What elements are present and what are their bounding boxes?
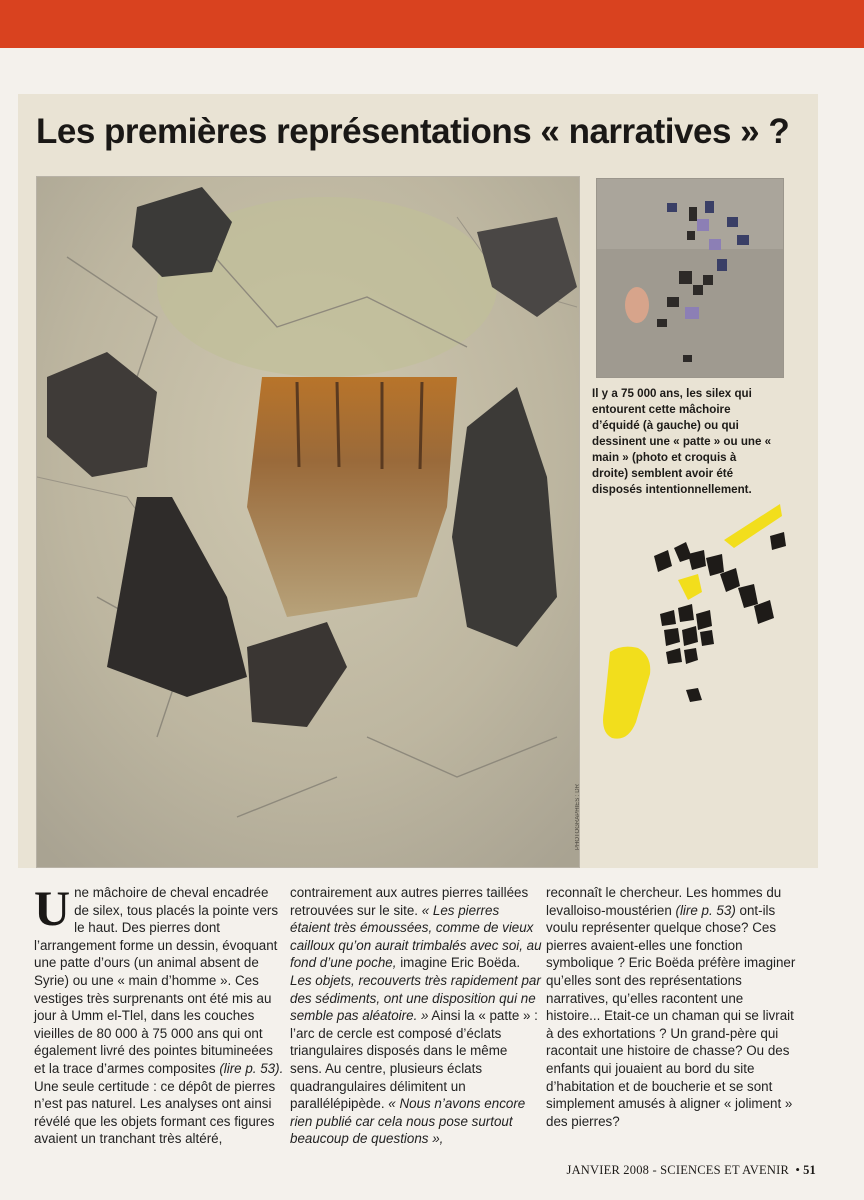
page-footer	[560, 1162, 816, 1178]
article-column-1	[34, 880, 286, 1148]
photo-credit: PHOTOGRAPHIES : DR	[575, 784, 581, 850]
quote-text: « Les pierres étaient très émoussées, comme de vieux cailloux qu’on aurait trimbalés avec soi, au fond d’une poche,	[290, 902, 542, 971]
article-column-3	[546, 884, 798, 1130]
sketch-hand-arrangement	[594, 496, 794, 750]
article-column-2	[290, 884, 542, 1148]
main-photo-flint-paw	[36, 176, 580, 868]
footer-separator: -	[652, 1163, 657, 1177]
small-photo-hand-arrangement	[596, 178, 784, 378]
footer-bullet: •	[795, 1162, 801, 1177]
drop-cap: U	[34, 880, 71, 936]
page-number: 51	[803, 1163, 816, 1177]
body-text: reconnaît le chercheur. Les hommes du levalloiso-moustérien	[546, 885, 782, 918]
page-reference: (lire p. 53).	[219, 1060, 284, 1076]
body-text: Une seule certitude : ce dépôt de pierres n’est pas naturel. Les analyses ont ainsi révélé que les objets formant ces figures avaient un tranchant très altéré,	[34, 1078, 276, 1147]
quote-text: « Nous n’avons encore rien publié car cela nous pose surtout beaucoup de questions »,	[290, 1096, 526, 1147]
footer-date: JANVIER 2008	[566, 1163, 650, 1177]
page-reference: (lire p. 53)	[675, 902, 736, 918]
quote-text: Les objets, recouverts très rapidement par des sédiments, ont une disposition qui ne semble pas aléatoire. »	[290, 972, 541, 1024]
photo-caption: Il y a 75 000 ans, les silex qui entourent cette mâchoire d’équidé (à gauche) ou qui dessinent une « patte » ou une « main » (photo et croquis à droite) semblent avoir été disposés intentionnellement.	[592, 387, 772, 496]
body-text: ont-ils voulu représenter quelque chose? Ces pierres avaient-elles une fonction symbolique ? Eric Boëda préfère imaginer qu’elles sont des représentations narratives, qu’elles racontent une histoire... Etait-ce un chaman qui se livrait à des exhortations ? Un grand-père qui racontait une histoire de chasse? Ou des enfants qui jouaient au bord du site d’habitation et de boucherie et se sont simplement amusés à aligner « joliment » des pierres?	[546, 902, 796, 1129]
article-title: Les premières représentations « narratives » ?	[36, 112, 790, 151]
footer-magazine: SCIENCES ET AVENIR	[660, 1163, 789, 1177]
top-color-bar	[0, 0, 864, 48]
body-text: Ainsi la « patte » : l’arc de cercle est composé d’éclats triangulaires disposés dans le même sens. Au centre, plusieurs éclats quadrangulaires délimitent un parallélépipède.	[290, 1008, 538, 1112]
body-text: contrairement aux autres pierres taillées retrouvées sur le site.	[290, 885, 529, 918]
body-text: ne mâchoire de cheval encadrée de silex, tous placés la pointe vers le haut. Des pierres dont l’arrangement forme un dessin, évoquant une patte d’ours (un animal absent de Syrie) ou une « main d’homme ». Ces vestiges très surprenants ont été mis au jour à Umm el-Tlel, dans les couches vieilles de 80 000 à 75 000 ans qui ont également livré des pointes bitumineées et la trace d’armes composites	[34, 885, 279, 1076]
body-text: imagine Eric Boëda.	[396, 955, 521, 971]
